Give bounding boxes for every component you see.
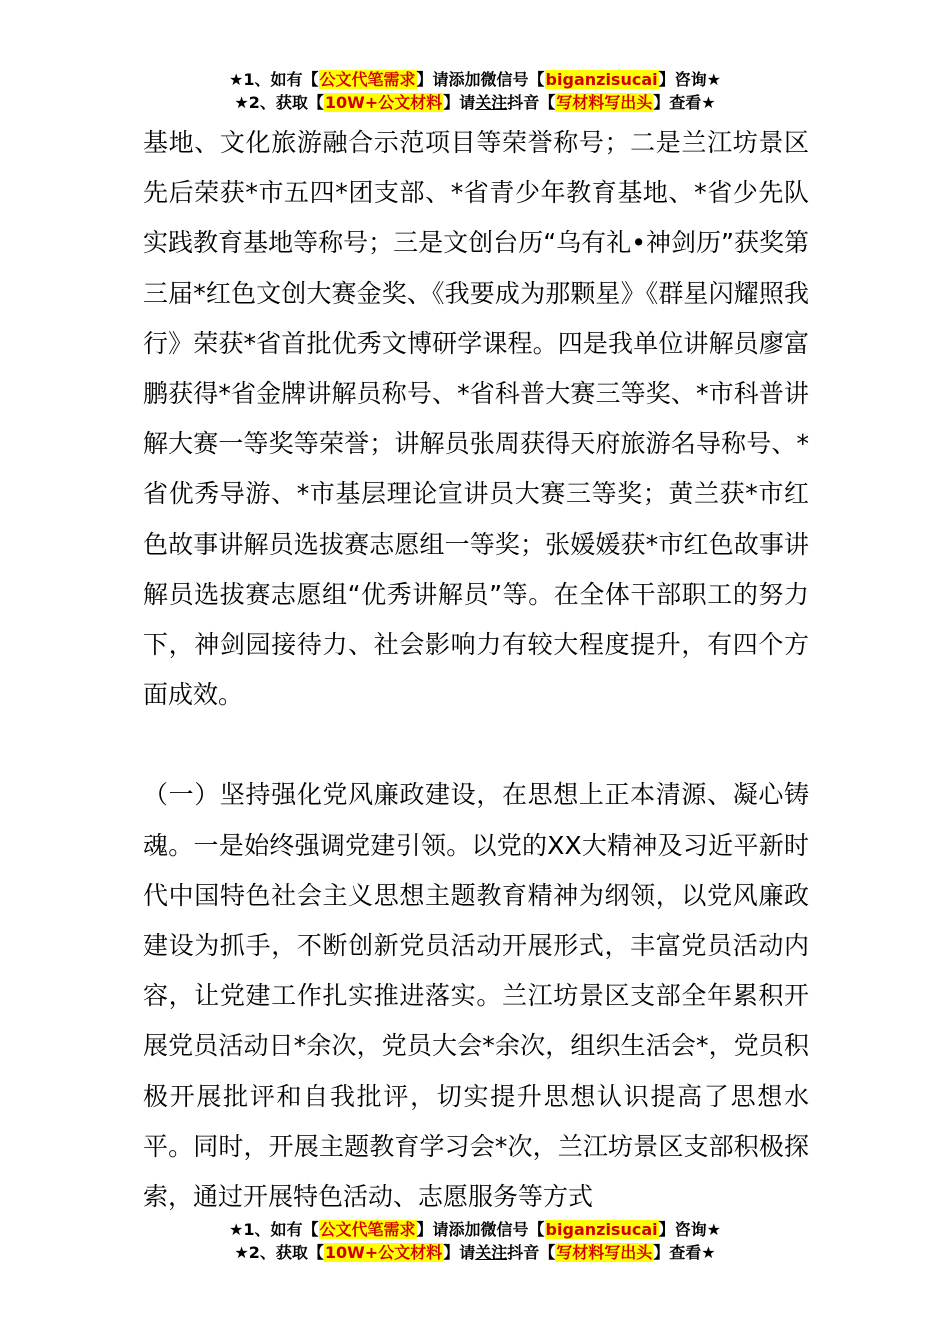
banner-line-2 xyxy=(0,91,950,114)
banner-text: 】查看★ xyxy=(653,1243,716,1262)
highlight-materials: 10W+公文材料 xyxy=(324,93,443,112)
banner-text: 抖音【 xyxy=(507,93,556,112)
banner-text: 】请添加微信号【 xyxy=(416,70,545,89)
underlined-follow: 关注 xyxy=(475,1243,508,1262)
footer-banner xyxy=(0,1218,950,1264)
highlight-wechat-id: biganzisucai xyxy=(545,1220,658,1239)
banner-text: ★1、如有【 xyxy=(229,1220,319,1239)
banner-text: 】请 xyxy=(443,93,476,112)
banner-text: 抖音【 xyxy=(507,1243,556,1262)
highlight-materials: 10W+公文材料 xyxy=(324,1243,443,1262)
banner-text: 】咨询★ xyxy=(658,70,721,89)
banner-text: 】请添加微信号【 xyxy=(416,1220,545,1239)
paragraph-party-building: （一）坚持强化党风廉政建设，在思想上正本清源、凝心铸魂。一是始终强调党建引领。以党的XX大精神及习近平新时代中国特色社会主义思想主题教育精神为纲领，以党风廉政建设为抓手，不断创新党员活动开展形式，丰富党员活动内容，让党建工作扎实推进落实。兰江坊景区支部全年累积开展党员活动日*余次，党员大会*余次，组织生活会*，党员积极开展批评和自我批评，切实提升思想认识提高了思想水平。同时，开展主题教育学习会*次，兰江坊景区支部积极探索，通过开展特色活动、志愿服务等方式 xyxy=(143,780,809,1212)
header-banner xyxy=(0,68,950,114)
banner-text: 】咨询★ xyxy=(658,1220,721,1239)
banner-text: 】查看★ xyxy=(653,93,716,112)
banner-line-1 xyxy=(0,68,950,91)
highlight-ghostwriting: 公文代笔需求 xyxy=(319,1220,416,1239)
banner-line-2 xyxy=(0,1241,950,1264)
highlight-wechat-id: biganzisucai xyxy=(545,70,658,89)
underlined-follow: 关注 xyxy=(475,93,508,112)
banner-line-1 xyxy=(0,1218,950,1241)
banner-text: ★2、获取【 xyxy=(234,93,324,112)
banner-text: ★2、获取【 xyxy=(234,1243,324,1262)
highlight-douyin-account: 写材料写出头 xyxy=(556,93,653,112)
document-body xyxy=(143,118,809,1222)
banner-text: 】请 xyxy=(443,1243,476,1262)
highlight-douyin-account: 写材料写出头 xyxy=(556,1243,653,1262)
paragraph-honors: 基地、文化旅游融合示范项目等荣誉称号；二是兰江坊景区先后荣获*市五四*团支部、*省青少年教育基地、*省少先队实践教育基地等称号；三是文创台历“乌有礼•神剑历”获奖第三届*红色文创大赛金奖、《我要成为那颗星》《群星闪耀照我行》荣获*省首批优秀文博研学课程。四是我单位讲解员廖富鹏获得*省金牌讲解员称号、*省科普大赛三等奖、*市科普讲解大赛一等奖等荣誉；讲解员张周获得天府旅游名导称号、*省优秀导游、*市基层理论宣讲员大赛三等奖；黄兰获*市红色故事讲解员选拔赛志愿组一等奖；张媛媛获*市红色故事讲解员选拔赛志愿组“优秀讲解员”等。在全体干部职工的努力下，神剑园接待力、社会影响力有较大程度提升，有四个方面成效。 xyxy=(143,128,809,710)
highlight-ghostwriting: 公文代笔需求 xyxy=(319,70,416,89)
banner-text: ★1、如有【 xyxy=(229,70,319,89)
